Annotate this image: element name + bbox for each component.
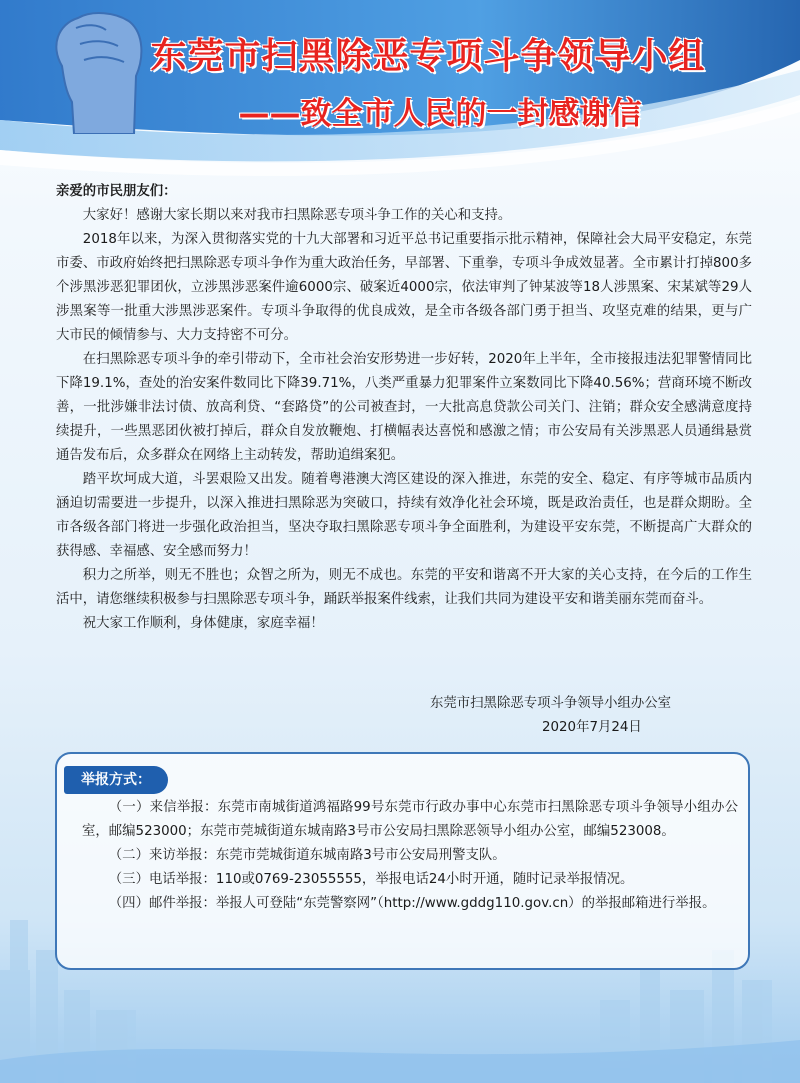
letter-paragraph-3: 在扫黑除恶专项斗争的牵引带动下，全市社会治安形势进一步好转，2020年上半年，全市接报违法犯罪警情同比下降19.1%，查处的治安案件数同比下降39.71%，八类严重暴力犯罪案件立案数同比下降40.56%；营商环境不断改善，一批涉嫌非法讨债、放高利贷、“套路贷”的公司被查封，一大批高息贷款公司关门、注销；群众安全感满意度持续提升，一些黑恶团伙被打掉后，群众自发放鞭炮、打横幅表达喜悦和感激之情；市公安局有关涉黑恶人员通缉悬赏通告发布后，众多群众在网络上主动转发，帮助追缉案犯。 — [56, 352, 752, 463]
report-item-visit: （二）来访举报：东莞市莞城街道东城南路3号市公安局刑警支队。 — [108, 848, 506, 863]
signature-organization: 东莞市扫黑除恶专项斗争领导小组办公室 — [430, 696, 672, 711]
letter-salutation: 亲爱的市民朋友们： — [56, 184, 177, 199]
page-title: 东莞市扫黑除恶专项斗争领导小组 — [150, 36, 706, 77]
page-subtitle: ——致全市人民的一封感谢信 — [238, 96, 642, 132]
letter-paragraph-6: 祝大家工作顺利，身体健康，家庭幸福！ — [82, 616, 324, 631]
report-item-email: （四）邮件举报：举报人可登陆“东莞警察网”（http://www.gddg110.gov.cn）的举报邮箱进行举报。 — [108, 896, 716, 911]
report-item-phone: （三）电话举报：110或0769-23055555，举报电话24小时开通，随时记录举报情况。 — [108, 872, 634, 887]
letter-signature — [430, 692, 760, 740]
report-item-letter: （一）来信举报：东莞市南城街道鸿福路99号东莞市行政办事中心东莞市扫黑除恶专项斗争领导小组办公室，邮编523000；东莞市莞城街道东城南路3号市公安局扫黑除恶领导小组办公室，邮编523008。 — [82, 800, 738, 839]
report-methods-label: 举报方式： — [64, 766, 168, 794]
letter-paragraph-5: 积力之所举，则无不胜也；众智之所为，则无不成也。东莞的平安和谐离不开大家的关心支持，在今后的工作生活中，请您继续积极参与扫黑除恶专项斗争，踊跃举报案件线索，让我们共同为建设平安和谐美丽东莞而奋斗。 — [56, 568, 752, 607]
report-methods-list — [82, 796, 738, 916]
signature-date: 2020年7月24日 — [542, 720, 642, 735]
letter-paragraph-1: 大家好！感谢大家长期以来对我市扫黑除恶专项斗争工作的关心和支持。 — [82, 208, 512, 223]
letter-body — [56, 180, 752, 636]
letter-paragraph-2: 2018年以来，为深入贯彻落实党的十九大部署和习近平总书记重要指示批示精神，保障社会大局平安稳定，东莞市委、市政府始终把扫黑除恶专项斗争作为重大政治任务，早部署、下重拳，专项斗争成效显著。全市累计打掉800多个涉黑涉恶犯罪团伙，立涉黑涉恶案件逾6000宗、破案近4000宗，依法审判了钟某波等18人涉黑案、宋某斌等29人涉黑案等一批重大涉黑涉恶案件。专项斗争取得的优良成效，是全市各级各部门勇于担当、攻坚克难的结果，更与广大市民的倾情参与、大力支持密不可分。 — [56, 232, 752, 343]
letter-paragraph-4: 踏平坎坷成大道，斗罢艰险又出发。随着粤港澳大湾区建设的深入推进，东莞的安全、稳定、有序等城市品质内涵迫切需要进一步提升，以深入推进扫黑除恶为突破口，持续有效净化社会环境，既是政治责任，也是群众期盼。全市各级各部门将进一步强化政治担当，坚决夺取扫黑除恶专项斗争全面胜利，为建设平安东莞，不断提高广大群众的获得感、幸福感、安全感而努力！ — [56, 472, 752, 559]
